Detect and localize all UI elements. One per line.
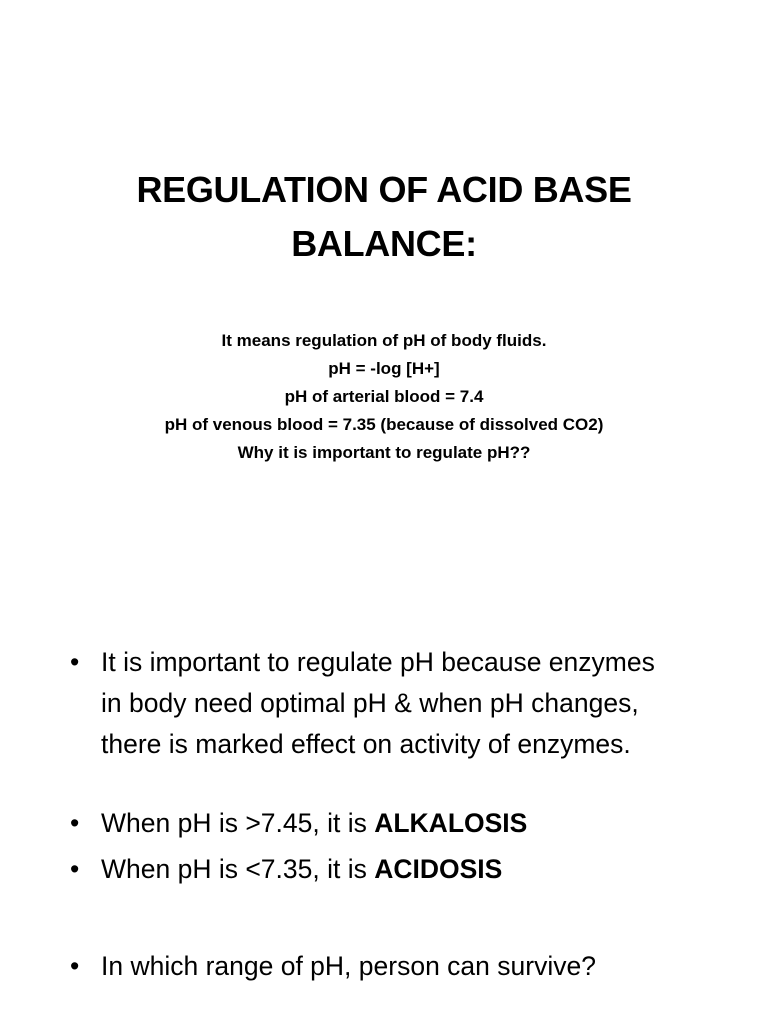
slide-title-line-1: REGULATION OF ACID BASE [136, 169, 632, 210]
bullet-enzymes-line-2: in body need optimal pH & when pH changes, [101, 688, 639, 718]
subtitle-line-1: It means regulation of pH of body fluids. [221, 331, 547, 350]
subtitle-line-3: pH of arterial blood = 7.4 [284, 387, 484, 406]
bullet-enzymes-line-3: there is marked effect on activity of enzymes. [101, 729, 631, 759]
bullet-enzymes [70, 642, 760, 765]
slide-title [0, 163, 768, 271]
bullet-list [70, 642, 760, 987]
subtitle-line-5: Why it is important to regulate pH?? [237, 443, 531, 462]
slide-subtitle [0, 327, 768, 467]
bullet-survival-range [70, 946, 760, 987]
subtitle-line-2: pH = -log [H+] [328, 359, 440, 378]
subtitle-line-4: pH of venous blood = 7.35 (because of dissolved CO2) [164, 415, 604, 434]
bullet-enzymes-line-1: • It is important to regulate pH because enzymes [101, 647, 655, 677]
slide-title-line-2: BALANCE: [291, 223, 477, 264]
bullet-survival-range-text: In which range of pH, person can survive? [101, 951, 596, 981]
bullet-acidosis [70, 849, 760, 890]
bullet-alkalosis-text: When pH is >7.45, it is [101, 808, 375, 838]
acidosis-emphasis: ACIDOSIS [374, 854, 503, 884]
alkalosis-emphasis: ALKALOSIS [374, 808, 528, 838]
bullet-acidosis-text: When pH is <7.35, it is [101, 854, 375, 884]
bullet-alkalosis [70, 803, 760, 844]
